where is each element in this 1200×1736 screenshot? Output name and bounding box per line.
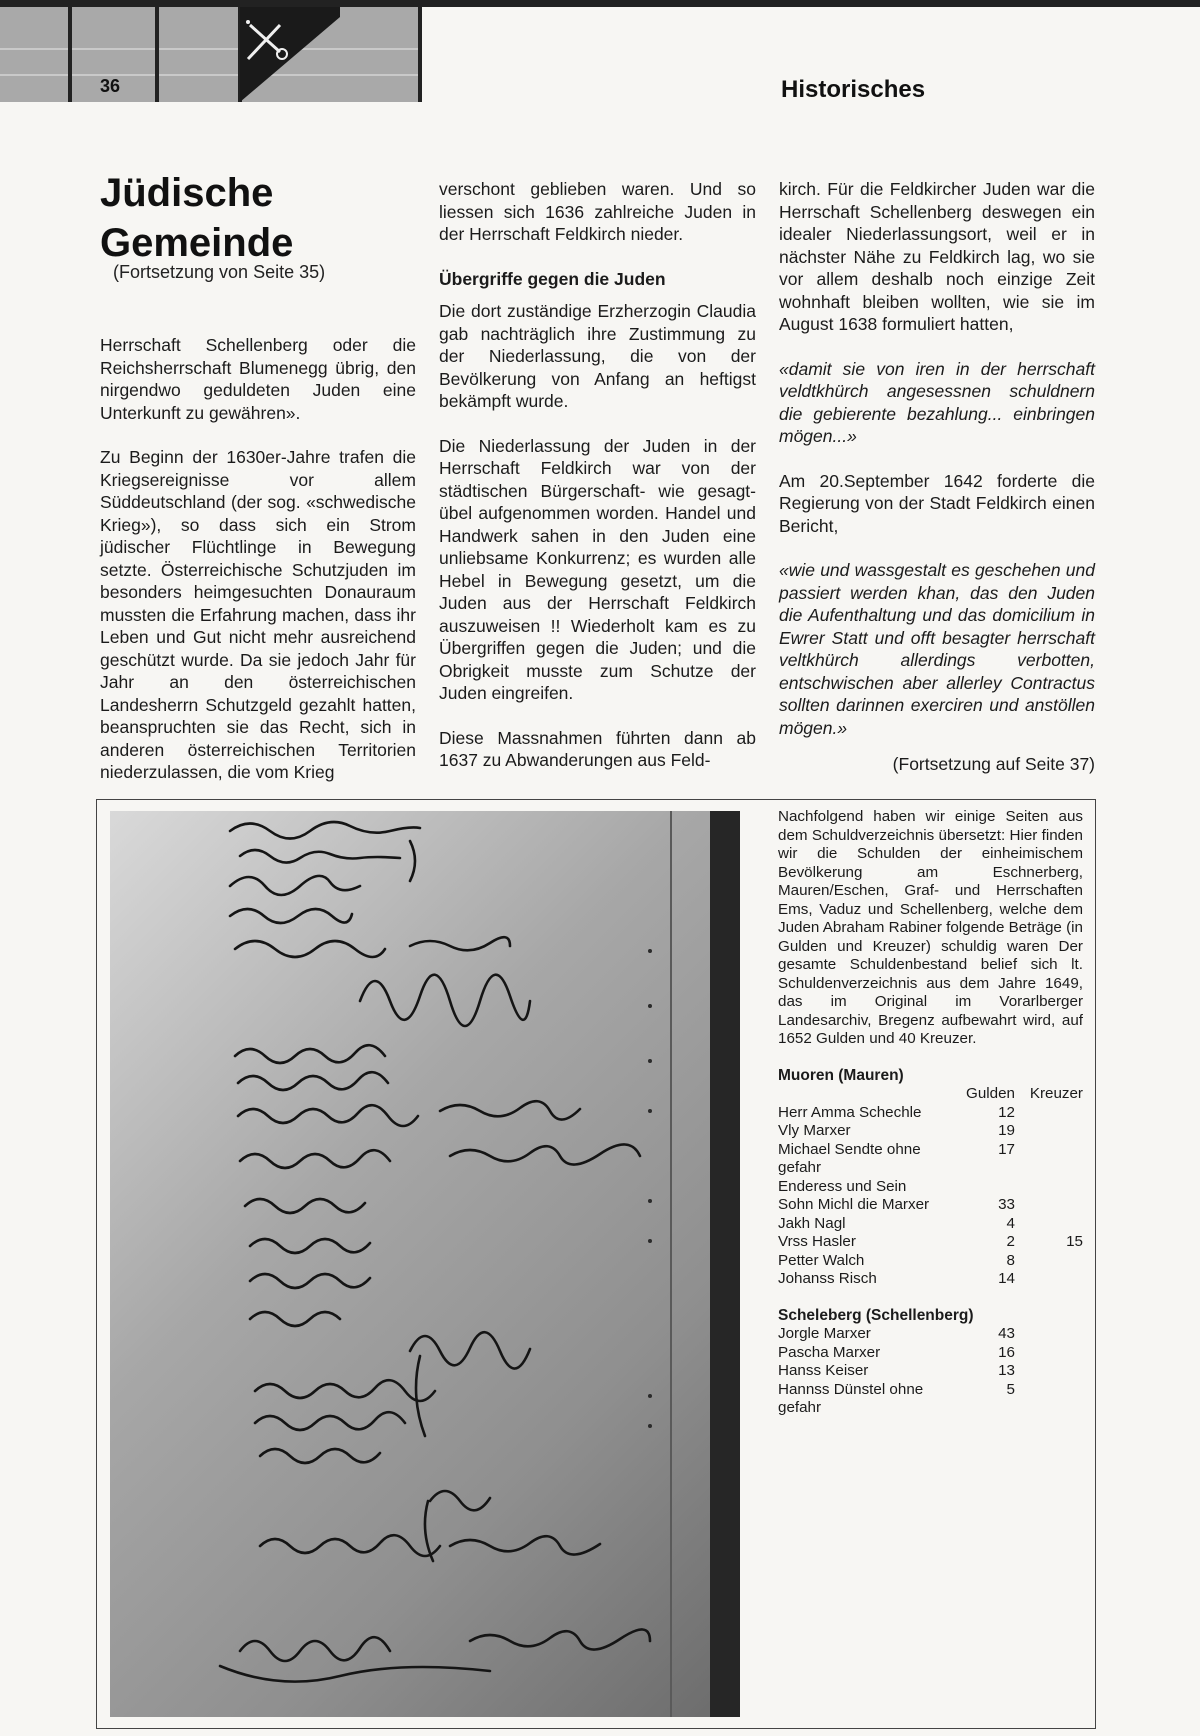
table-row (778, 1270, 1083, 1289)
quote: «wie und wassgestalt es geschehen und passiert werden khan, das den Juden die Aufenthaltung und das domicilium in Ewrer Statt und offt besagter herrschaft veltkhürch allerdings verbotten, entschwischen aber allerley Contractus sollten darinnen exerciren und anstöllen mögen.» (779, 560, 1095, 738)
gulden-value: 19 (998, 1122, 1015, 1139)
header-divider (0, 74, 420, 76)
table-row (778, 1122, 1083, 1141)
table-row (778, 1196, 1083, 1215)
table-row (778, 1178, 1083, 1197)
manuscript-photo (110, 811, 740, 1717)
gulden-value: 4 (1006, 1214, 1015, 1232)
debtor-name: Jorgle Marxer (778, 1325, 871, 1342)
column-header-gulden: Gulden (966, 1085, 1015, 1102)
table-row (778, 1141, 1083, 1178)
subheading: Übergriffe gegen die Juden (439, 268, 666, 289)
paragraph: Die dort zuständige Erzherzogin Claudia gab nachträglich ihre Zustimmung zu der Niederlassung, die von der Bevölkerung von Anfang an heftigst bekämpft wurde. (439, 301, 756, 411)
table-row (778, 1252, 1083, 1271)
debt-table (778, 1085, 1083, 1289)
table-row (778, 1381, 1083, 1418)
sidebar-intro: Nachfolgend haben wir einige Seiten aus dem Schuldverzeichnis übersetzt: Hier finden wir die Schulden der einheimischem Bevölkerung am Eschnerberg, Mauren/Eschen, Graf- und Herrschaften Ems, Vaduz und Schellenberg, welche dem Juden Abraham Rabiner folgende Beträge (in Gulden und Kreuzer) schuldig waren Der gesamte Schuldenbestand belief sich lt. Schuldenverzeichnis aus dem Jahre 1649, das im Original im Vorarlberger Landesarchiv, Bregenz aufbewahrt wird, auf 1652 Gulden und 40 Kreuzer. (778, 808, 1083, 1047)
paragraph: kirch. Für die Feldkircher Juden war die Herrschaft Schellenberg deswegen ein idealer Niederlassungsort, weil er in nächster Nähe zu Feldkirch lag, wo sie vor allem deshalb noch einzige Zeit wohnhaft bleiben wollten, wie sie im August 1638 formuliert hatten, (779, 179, 1095, 334)
crossed-tools-logo-icon (240, 7, 340, 102)
header-divider (0, 48, 420, 50)
table-row (778, 1344, 1083, 1363)
gulden-value (966, 1178, 1015, 1197)
group-heading: Scheleberg (Schellenberg) (778, 1306, 974, 1324)
article-subtitle: (Fortsetzung von Seite 35) (113, 262, 326, 282)
gulden-value: 13 (998, 1362, 1015, 1379)
debtor-name: Hanss Keiser (778, 1362, 869, 1379)
column-header-kreuzer: Kreuzer (1029, 1085, 1083, 1102)
gulden-value: 2 (1006, 1233, 1015, 1250)
table-row (778, 1233, 1083, 1252)
table-row (778, 1104, 1083, 1123)
article-title (100, 168, 420, 268)
header-bar (418, 7, 422, 102)
table-header-row (778, 1085, 1083, 1104)
debtor-name: Enderess und Sein (778, 1177, 907, 1195)
page-header (0, 0, 1200, 102)
paragraph: Die Niederlassung der Juden in der Herrschaft Feldkirch war von der städtischen Bürgerschaft- wie gesagt- übel aufgenommen worden. Handel und Handwerk sahen in den Juden eine unliebsame Konkurrenz; es wurden alle Hebel in Bewegung gesetzt, um die Juden aus der Herrschaft Feldkirch auszuweisen !! Wiederholt kam es zu Übergriffen gegen die Juden; und die Obrigkeit musste zum Schutze der Juden eingreifen. (439, 435, 756, 703)
debtor-name: Petter Walch (778, 1251, 865, 1269)
paragraph: Herrschaft Schellenberg oder die Reichsherrschaft Blumenegg übrig, den nirgendwo geduldeten Juden eine Unterkunft zu gewähren». (100, 335, 416, 423)
page-number: 36 (100, 76, 121, 96)
paragraph: verschont geblieben waren. Und so liessen sich 1636 zahlreiche Juden in der Herrschaft Feldkirch nieder. (439, 179, 756, 244)
gulden-value: 33 (998, 1196, 1015, 1213)
article-title-line: Jüdische (100, 171, 274, 215)
gulden-value: 17 (998, 1140, 1015, 1158)
debtor-name: Michael Sendte ohne gefahr (778, 1140, 921, 1176)
debtor-name: Pascha Marxer (778, 1343, 881, 1361)
kreuzer-value (1015, 1215, 1083, 1234)
gulden-value: 43 (998, 1325, 1015, 1342)
kreuzer-value (1015, 1196, 1083, 1215)
gulden-value: 14 (998, 1270, 1015, 1287)
header-top-rule (0, 0, 1200, 7)
kreuzer-value (1015, 1178, 1083, 1197)
debtor-name: Jakh Nagl (778, 1214, 846, 1232)
article-column-2 (439, 178, 756, 772)
gulden-value: 16 (998, 1343, 1015, 1361)
header-bar (68, 7, 72, 102)
debt-table (778, 1325, 1083, 1418)
article-title-line: Gemeinde (100, 221, 294, 265)
debtor-name: Johanss Risch (778, 1270, 877, 1287)
paragraph: Diese Massnahmen führten dann ab 1637 zu Abwanderungen aus Feld- (439, 727, 756, 770)
gulden-value: 5 (1006, 1380, 1015, 1398)
quote: «damit sie von iren in der herrschaft veldtkhürch angesessnen schuldnern die gebierente bezahlung... einbringen mögen...» (779, 358, 1095, 446)
kreuzer-value: 15 (1066, 1233, 1083, 1250)
handwriting-strokes (110, 811, 740, 1717)
kreuzer-value (1015, 1252, 1083, 1271)
article-column-1 (100, 334, 416, 784)
debtor-name: Hannss Dünstel ohne gefahr (778, 1380, 924, 1416)
debtor-name: Vrss Hasler (778, 1233, 856, 1250)
article-column-3 (779, 178, 1095, 776)
debtor-name: Vly Marxer (778, 1122, 851, 1139)
gulden-value: 12 (998, 1103, 1015, 1121)
kreuzer-value (1015, 1122, 1083, 1141)
gulden-value: 8 (1006, 1251, 1015, 1269)
paragraph: Zu Beginn der 1630er-Jahre trafen die Kriegsereignisse vor allem Süddeutschland (der sog. «schwedische Krieg»), so dass sich ein Strom jüdischer Flüchtlinge in Bewegung setzte. Österreichische Schutzjuden im besonders heimgesuchten Donauraum mussten die Erfahrung machen, dass ihr Leben und Gut nicht mehr ausreichend geschützt wurde. Da sie jedoch Jahr für Jahr an den österreichischen Landesherrn Schutzgeld gezahlt hatten, beanspruchten sie das Recht, sich in anderen österreichischen Territorien niederzulassen, die vom Krieg (100, 447, 416, 782)
paragraph: Am 20.September 1642 forderte die Regierung von der Stadt Feldkirch einen Bericht, (779, 470, 1095, 536)
section-title: Historisches (781, 76, 926, 103)
kreuzer-value (1015, 1270, 1083, 1289)
table-row (778, 1362, 1083, 1381)
header-gray-block (0, 7, 420, 102)
group-heading: Muoren (Mauren) (778, 1066, 904, 1084)
header-bar (155, 7, 159, 102)
continuation-note: (Fortsetzung auf Seite 37) (892, 754, 1095, 774)
kreuzer-value (1015, 1141, 1083, 1178)
debtor-name: Sohn Michl die Marxer (778, 1196, 930, 1213)
table-row (778, 1215, 1083, 1234)
table-row (778, 1325, 1083, 1344)
kreuzer-value (1015, 1104, 1083, 1123)
debtor-name: Herr Amma Schechle (778, 1103, 922, 1121)
debt-register-sidebar (778, 808, 1083, 1418)
